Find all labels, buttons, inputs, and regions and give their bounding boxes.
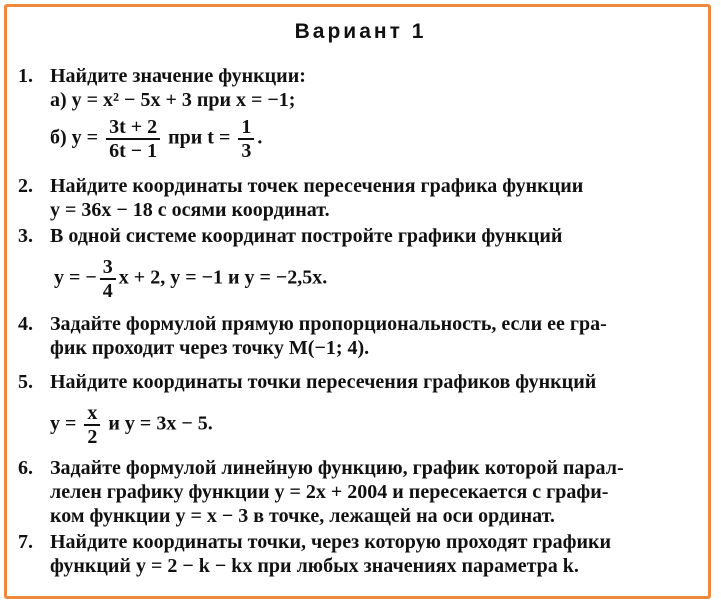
task-text-line-2: y = 36x − 18 с осями координат. [50,199,330,221]
task-1a-text: а) y = x² − 5x + 3 при x = −1; [50,89,296,111]
numerator: 1 [238,116,254,140]
fraction [100,256,116,302]
task-text: Найдите значение функции: [50,65,306,87]
formula-rest: x + 2, y = −1 и y = −2,5x. [118,266,328,289]
task-number: 1. [18,65,33,87]
task-number: 4. [18,313,33,335]
task-text-line-2: функций y = 2 − k − kx при любых значениях параметра k. [50,555,579,577]
task-text-line-1: Найдите координаты точек пересечения графика функции [50,175,584,197]
task-1b-mid: при t = [168,126,231,149]
task-1b-formula [50,116,262,162]
task-number: 7. [18,531,33,553]
fraction [238,116,254,162]
numerator: 3 [100,256,116,280]
task-number: 6. [18,457,33,479]
task-5-formula-text [50,402,213,448]
fraction [84,402,100,448]
task-text-line-2: лелен графику функции y = 2x + 2004 и пересекается с графи- [50,481,609,503]
task-text: Найдите координаты точки пересечения графиков функций [50,371,597,393]
task-text-line-2: фик проходит через точку M(−1; 4). [50,337,370,359]
denominator: 3 [241,140,252,162]
fraction [106,116,160,162]
task-text-line-1: Найдите координаты точки, через которую проходят графики [50,531,612,553]
numerator: 3t + 2 [106,116,160,140]
task-number: 2. [18,175,33,197]
denominator: 2 [87,426,98,448]
denominator: 6t − 1 [109,140,158,162]
task-number: 3. [18,225,33,247]
formula-prefix: y = − [54,266,97,289]
task-text-line-1: Задайте формулой линейную функцию, график которой парал- [50,457,624,479]
task-text-line-3: ком функции y = x − 3 в точке, лежащей на оси ординат. [50,505,555,527]
formula-prefix: y = [50,412,77,435]
denominator: 4 [102,280,113,302]
numerator: x [84,402,100,426]
task-number: 5. [18,371,33,393]
task-1b-prefix: б) y = [50,126,99,149]
task-text: В одной системе координат постройте графики функций [50,225,563,247]
task-3-formula-text [54,256,327,302]
task-1b-end: . [257,126,263,149]
formula-rest: и y = 3x − 5. [108,412,213,435]
task-text-line-1: Задайте формулой прямую пропорциональность, если ее гра- [50,313,607,335]
variant-title: Вариант 1 [294,20,427,43]
